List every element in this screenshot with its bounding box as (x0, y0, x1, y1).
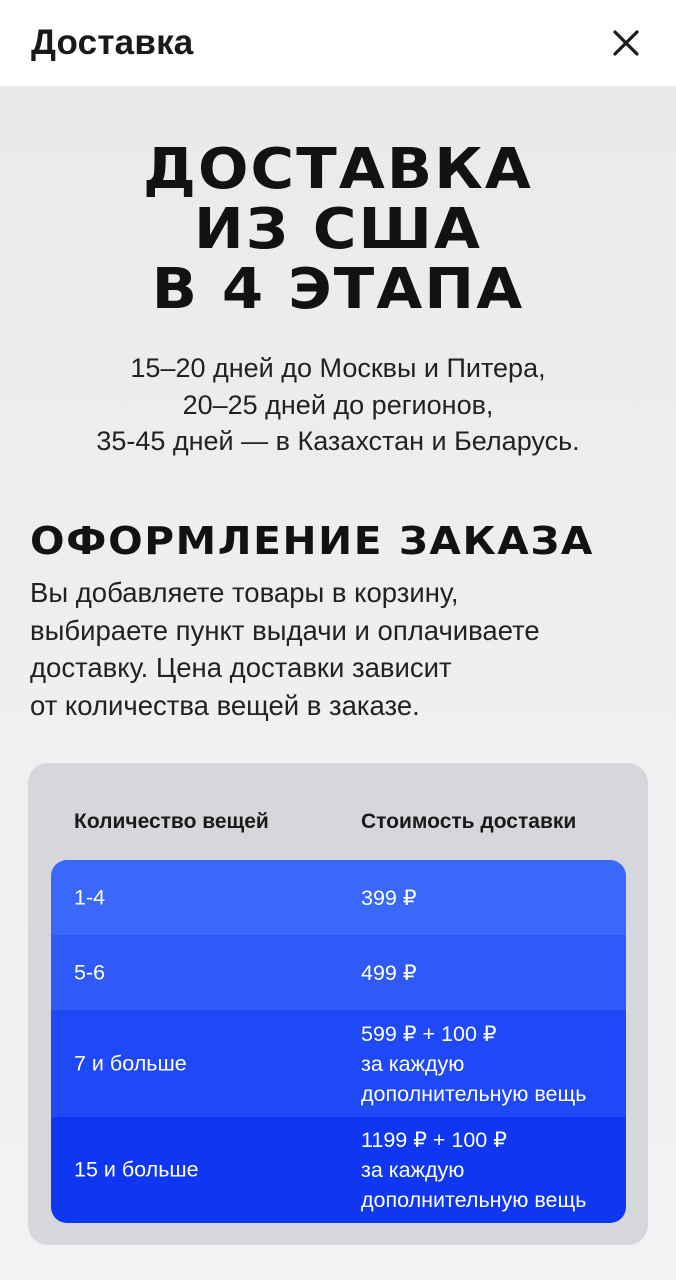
price-line: 499 ₽ (361, 960, 417, 985)
delivery-times (0, 350, 676, 460)
column-header-price: Стоимость доставки (361, 810, 577, 833)
price-table-card (28, 763, 648, 1245)
delivery-time-line: 20–25 дней до регионов, (182, 389, 494, 420)
hero-line: ДОСТАВКА (142, 137, 533, 202)
price-cell (361, 1019, 586, 1109)
section-description (30, 574, 650, 724)
table-row (51, 1010, 626, 1117)
price-line: за каждую (361, 1051, 465, 1076)
table-header (28, 763, 648, 860)
description-line: выбираете пункт выдачи и оплачиваете (30, 614, 540, 646)
table-row (51, 860, 626, 935)
price-table (51, 860, 626, 1223)
quantity-cell: 7 и больше (74, 1051, 187, 1075)
quantity-cell: 1-4 (74, 885, 106, 909)
price-line: 1199 ₽ + 100 ₽ (361, 1128, 507, 1152)
price-line: за каждую (361, 1158, 465, 1182)
description-line: доставку. Цена доставки зависит (30, 652, 452, 683)
close-button[interactable] (606, 23, 646, 63)
price-line: дополнительную вещь (361, 1081, 587, 1106)
page-title: Доставка (31, 23, 194, 62)
price-line: 599 ₽ + 100 ₽ (361, 1021, 497, 1046)
price-cell (361, 883, 417, 913)
close-icon (612, 29, 640, 57)
description-line: от количества вещей в заказе. (30, 689, 420, 721)
description-line: Вы добавляете товары в корзину, (30, 577, 459, 608)
quantity-cell: 5-6 (74, 960, 106, 984)
hero-heading (0, 137, 676, 322)
table-row (51, 1117, 626, 1223)
header-bar (0, 0, 676, 86)
quantity-cell: 15 и больше (74, 1157, 199, 1182)
column-header-quantity: Количество вещей (74, 810, 269, 833)
table-row (51, 935, 626, 1010)
price-cell (361, 958, 417, 988)
price-line: 399 ₽ (361, 885, 417, 910)
delivery-time-line: 15–20 дней до Москвы и Питера, (130, 353, 546, 383)
price-line: дополнительную вещь (361, 1188, 587, 1212)
section-title: ОФОРМЛЕНИЕ ЗАКАЗА (30, 519, 594, 563)
price-cell (361, 1125, 586, 1215)
hero-line: ИЗ США (193, 197, 483, 262)
hero-line: В 4 ЭТАПА (151, 257, 525, 322)
delivery-time-line: 35-45 дней — в Казахстан и Беларусь. (96, 426, 580, 456)
